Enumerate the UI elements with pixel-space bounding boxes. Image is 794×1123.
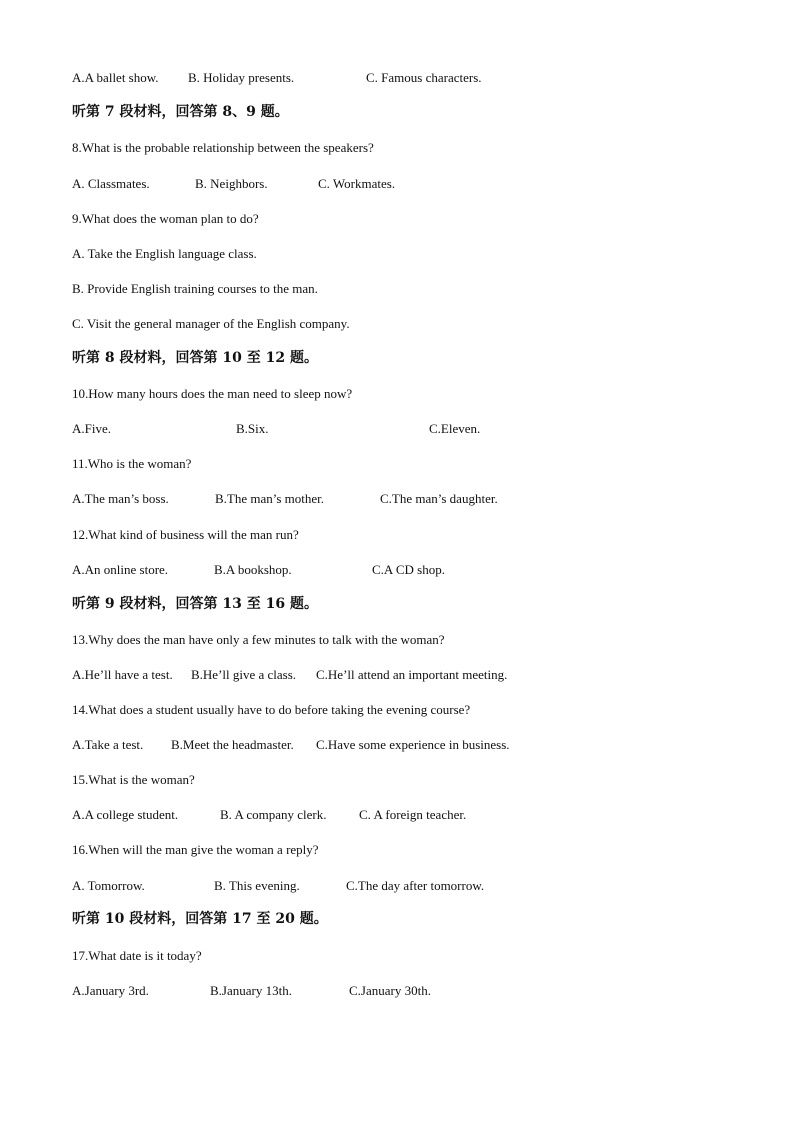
option-b: B.Six. — [236, 421, 269, 436]
option-b: B.January 13th. — [210, 983, 292, 998]
option-b: B. Provide English training courses to the man. — [72, 281, 318, 296]
option-a: A.A college student. — [72, 807, 179, 822]
question-13: 13.Why does the man have only a few minutes to talk with the woman? — [72, 632, 445, 647]
option-b: B. A company clerk. — [220, 807, 327, 822]
question-17: 17.What date is it today? — [72, 948, 202, 963]
question-8: 8.What is the probable relationship between the speakers? — [72, 140, 374, 155]
option-b: B. Holiday presents. — [188, 70, 295, 85]
option-b: B.The man’s mother. — [215, 491, 325, 506]
option-a: A.A ballet show. — [72, 70, 159, 85]
question-15: 15.What is the woman? — [72, 772, 195, 787]
option-a: A.January 3rd. — [72, 983, 149, 998]
option-c: C.The day after tomorrow. — [346, 878, 485, 893]
option-a: A. Tomorrow. — [72, 878, 145, 893]
option-a: A. Take the English language class. — [72, 246, 257, 261]
question-10: 10.How many hours does the man need to sleep now? — [72, 386, 353, 401]
option-c: C.Have some experience in business. — [316, 737, 510, 752]
option-c: C. Visit the general manager of the English company. — [72, 316, 350, 331]
section-heading-7: 听第 7 段材料，回答第 8、9 题。 — [72, 104, 289, 120]
option-a: A.Five. — [72, 421, 111, 436]
section-heading-10: 听第 10 段材料，回答第 17 至 20 题。 — [72, 911, 328, 927]
option-a: A.He’ll have a test. — [72, 667, 173, 682]
section-heading-8: 听第 8 段材料，回答第 10 至 12 题。 — [72, 350, 318, 366]
option-a: A.The man’s boss. — [72, 491, 169, 506]
option-b: B.Meet the headmaster. — [171, 737, 294, 752]
option-b: B. Neighbors. — [195, 176, 268, 191]
option-c: C. Workmates. — [318, 176, 396, 191]
option-b: B.A bookshop. — [214, 562, 292, 577]
question-9: 9.What does the woman plan to do? — [72, 211, 259, 226]
option-a: A.Take a test. — [72, 737, 144, 752]
question-11: 11.Who is the woman? — [72, 456, 192, 471]
question-12: 12.What kind of business will the man run? — [72, 527, 299, 542]
option-a: A. Classmates. — [72, 176, 150, 191]
option-c: C.January 30th. — [349, 983, 431, 998]
option-c: C.A CD shop. — [372, 562, 445, 577]
option-c: C. A foreign teacher. — [359, 807, 467, 822]
option-c: C.He’ll attend an important meeting. — [316, 667, 508, 682]
option-a: A.An online store. — [72, 562, 169, 577]
option-b: B. This evening. — [214, 878, 300, 893]
option-b: B.He’ll give a class. — [191, 667, 297, 682]
option-c: C. Famous characters. — [366, 70, 482, 85]
option-c: C.Eleven. — [429, 421, 481, 436]
question-16: 16.When will the man give the woman a reply? — [72, 842, 319, 857]
section-heading-9: 听第 9 段材料，回答第 13 至 16 题。 — [72, 596, 318, 612]
option-c: C.The man’s daughter. — [380, 491, 498, 506]
question-14: 14.What does a student usually have to do before taking the evening course? — [72, 702, 471, 717]
